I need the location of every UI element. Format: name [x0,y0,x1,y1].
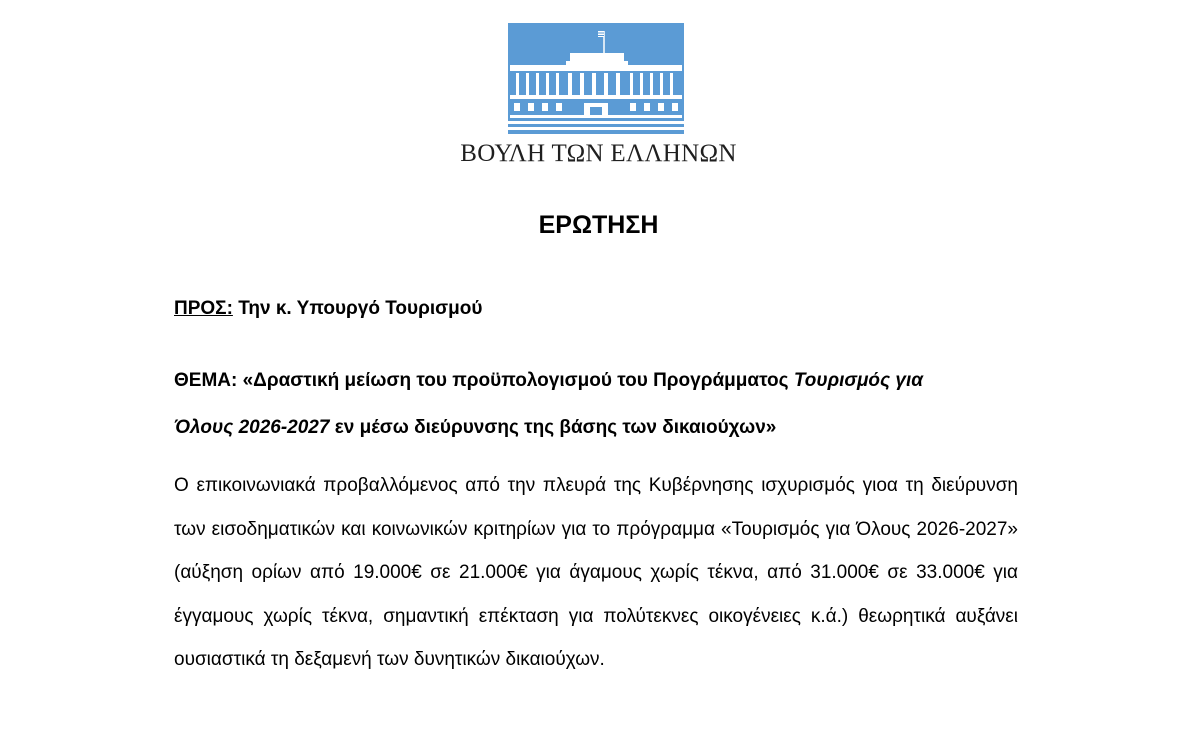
recipient-line [174,298,482,320]
subject-program-name-1: Τουρισμός για [793,370,924,391]
subject-text-part2: εν μέσω διεύρυνσης της βάσης των δικαιούχων» [334,417,777,438]
subject-line [174,357,1020,451]
body-paragraph: Ο επικοινωνιακά προβαλλόμενος από την πλευρά της Κυβέρνησης ισχυρισμός γιοα τη διεύρυνση των εισοδηματικών και κοινωνικών κριτηρίων για το πρόγραμμα «Τουρισμός για Όλους 2026-2027» (αύξηση ορίων από 19.000€ σε 21.000€ για άγαμους χωρίς τέκνα, από 31.000€ σε 33.000€ για έγγαμους χωρίς τέκνα, σημαντική επέκταση για πολύτεκνες οικογένειες κ.ά.) θεωρητικά αυξάνει ουσιαστικά τη δεξαμενή των δυνητικών δικαιούχων. [174,475,1018,670]
subject-label: ΘΕΜΑ: [174,370,238,391]
recipient-value: Την κ. Υπουργό Τουρισμού [238,298,483,319]
subject-text-part1: «Δραστική μείωση του προϋπολογισμού του Προγράμματος [242,370,789,391]
parliament-name: ΒΟΥΛΗ ΤΩΝ ΕΛΛΗΝΩΝ [460,140,737,167]
recipient-label: ΠΡΟΣ: [174,298,233,319]
document-type-title: ΕΡΩΤΗΣΗ [538,211,659,239]
hellenic-parliament-building-icon [508,23,684,134]
subject-program-name-2: Όλους 2026-2027 [174,417,330,438]
